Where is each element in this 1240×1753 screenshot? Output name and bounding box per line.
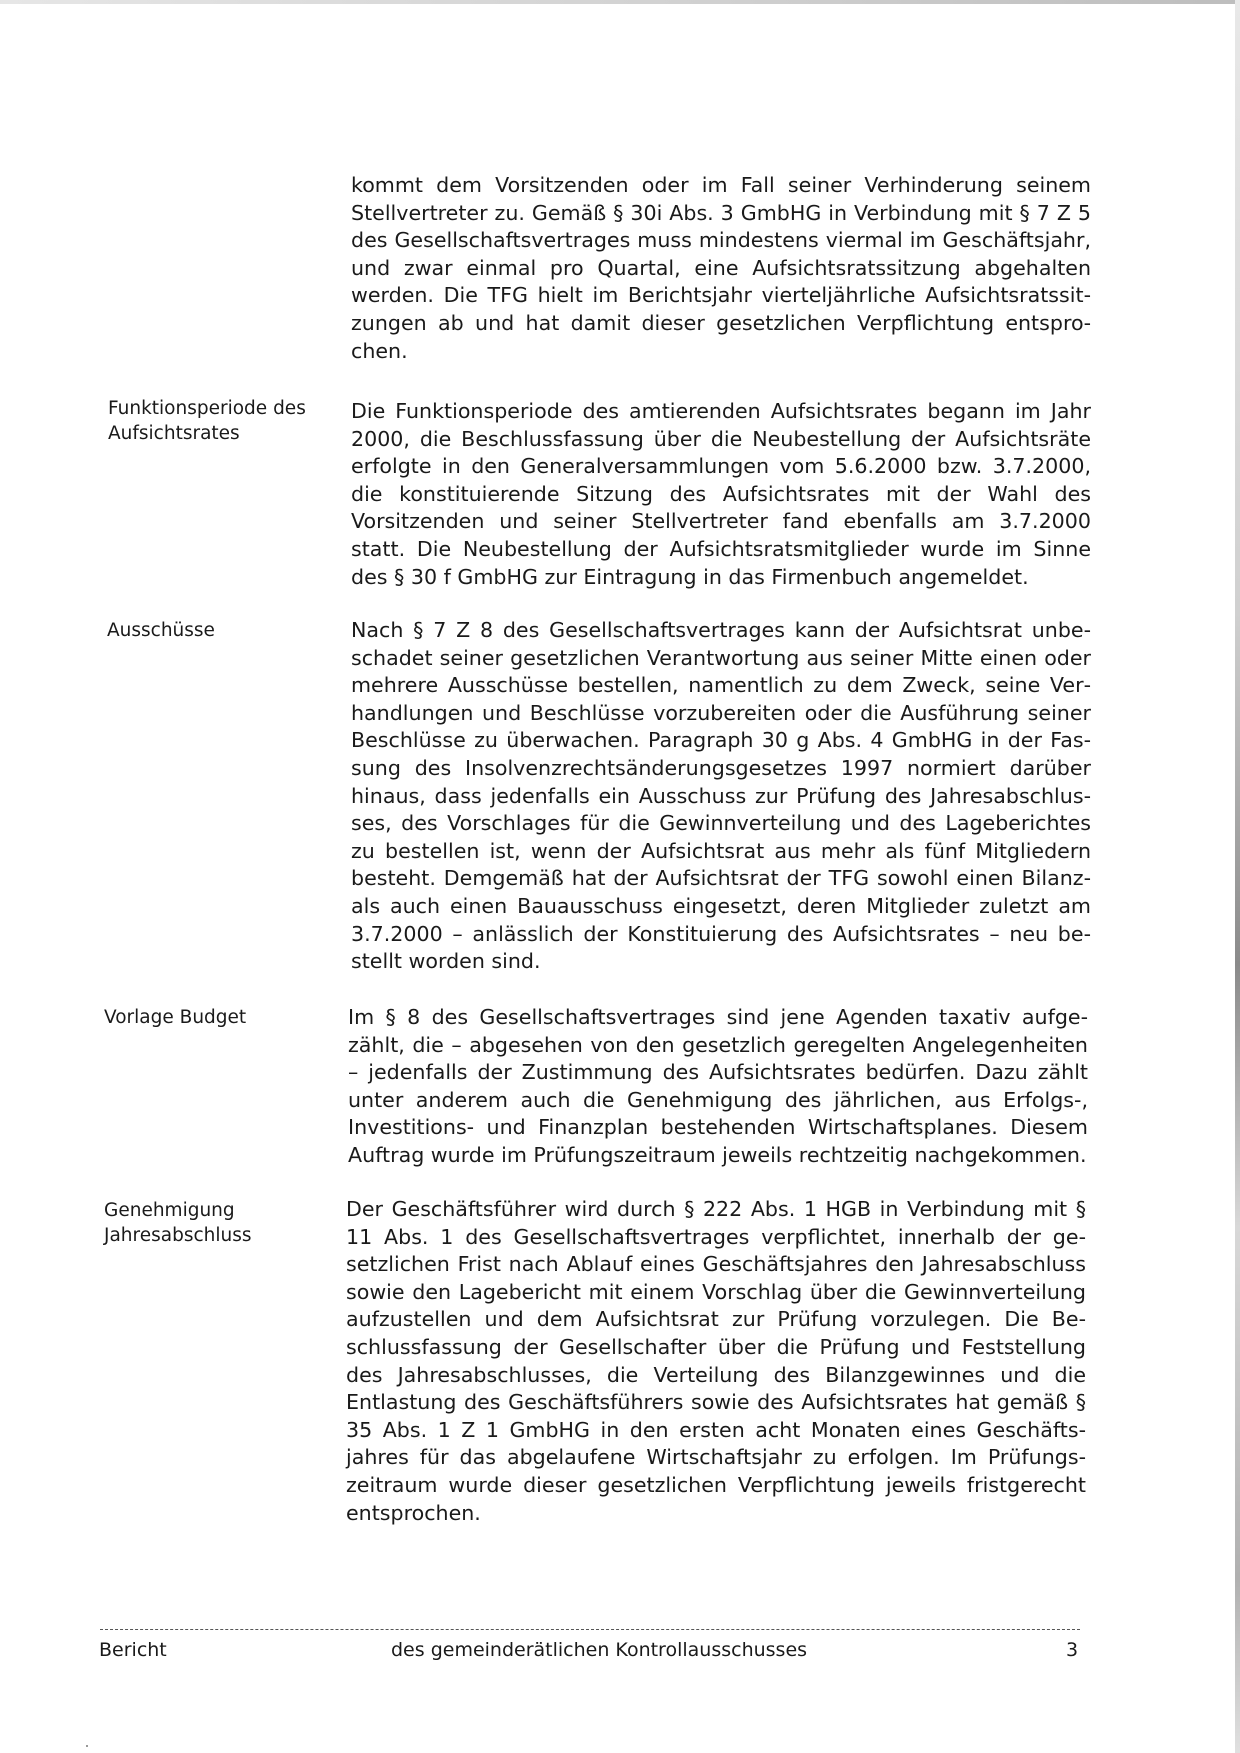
footer-left: Bericht — [99, 1639, 167, 1661]
paragraph-funktionsperiode: Die Funktionsperiode des amtierenden Aufsichtsrates begann im Jahr 2000, die Beschlussfassung über die Neubestellung der Aufsichtsräte erfolgte in den Generalversammlungen vom 5.6.2000 bzw. 3.7.2000, die konstituierende Sitzung des Aufsichtsrates mit der Wahl des Vorsitzenden und seiner Stellvertreter fand ebenfalls am 3.7.2000 statt. Die Neubestellung der Aufsichtsratsmitglieder wurde im Sinne des § 30 f GmbHG zur Eintragung in das Firmenbuch angemeldet. — [351, 399, 1091, 589]
footer-divider — [100, 1629, 1080, 1630]
scan-speck — [86, 1745, 88, 1747]
intro-paragraph: kommt dem Vorsitzenden oder im Fall seiner Verhinderung seinem Stellvertreter zu. Gemäß § 30i Abs. 3 GmbHG in Verbindung mit § 7 Z 5 des Gesellschaftsvertrages muss mindestens viermal im Geschäftsjahr, und zwar einmal pro Quartal, eine Aufsichtsratssitzung abgehalten werden. Die TFG hielt im Berichtsjahr vierteljährliche Aufsichtsratssitzungen ab und hat damit dieser gesetzlichen Verpflichtung entsprochen. — [351, 173, 1091, 363]
side-label-genehmigung-jahresabschluss: Genehmigung Jahresabschluss — [104, 1200, 252, 1246]
side-label-vorlage-budget: Vorlage Budget — [104, 1007, 247, 1028]
scan-edge-right — [1235, 0, 1240, 1753]
footer-page-number: 3 — [1066, 1639, 1079, 1661]
side-label-ausschuesse: Ausschüsse — [107, 620, 215, 641]
side-label-funktionsperiode: Funktionsperiode des Aufsichtsrates — [108, 398, 306, 444]
scan-edge-top — [0, 0, 1240, 4]
footer-center: des gemeinderätlichen Kontrollausschusses — [391, 1639, 808, 1661]
paragraph-vorlage-budget: Im § 8 des Gesellschaftsvertrages sind jene Agenden taxativ aufgezählt, die – abgesehen von den gesetzlich geregelten Angelegenheiten – jedenfalls der Zustimmung des Aufsichtsrates bedürfen. Dazu zählt unter anderem auch die Genehmigung des jährlichen, aus Erfolgs-, Investitions- und Finanzplan bestehenden Wirtschaftsplanes. Diesem Auftrag wurde im Prüfungszeitraum jeweils rechtzeitig nachgekommen. — [348, 1005, 1088, 1167]
paragraph-ausschuesse: Nach § 7 Z 8 des Gesellschaftsvertrages kann der Aufsichtsrat unbeschadet seiner gesetzlichen Verantwortung aus seiner Mitte einen oder mehrere Ausschüsse bestellen, namentlich zu dem Zweck, seine Verhandlungen und Beschlüsse vorzubereiten oder die Ausführung seiner Beschlüsse zu überwachen. Paragraph 30 g Abs. 4 GmbHG in der Fassung des Insolvenzrechtsänderungsgesetzes 1997 normiert darüber hinaus, dass jedenfalls ein Ausschuss zur Prüfung des Jahresabschlusses, des Vorschlages für die Gewinnverteilung und des Lageberichtes zu bestellen ist, wenn der Aufsichtsrat aus mehr als fünf Mitgliedern besteht. Demgemäß hat der Aufsichtsrat der TFG sowohl einen Bilanzals auch einen Bauausschuss eingesetzt, deren Mitglieder zuletzt am 3.7.2000 – anlässlich der Konstituierung des Aufsichtsrates – neu bestellt worden sind. — [351, 618, 1091, 974]
paragraph-genehmigung-jahresabschluss: Der Geschäftsführer wird durch § 222 Abs. 1 HGB in Verbindung mit § 11 Abs. 1 des Gesellschaftsvertrages verpflichtet, innerhalb der gesetzlichen Frist nach Ablauf eines Geschäftsjahres den Jahresabschluss sowie den Lagebericht mit einem Vorschlag über die Gewinnverteilung aufzustellen und dem Aufsichtsrat zur Prüfung vorzulegen. Die Beschlussfassung der Gesellschafter über die Prüfung und Feststellung des Jahresabschlusses, die Verteilung des Bilanzgewinnes und die Entlastung des Geschäftsführers sowie des Aufsichtsrates hat gemäß § 35 Abs. 1 Z 1 GmbHG in den ersten acht Monaten eines Geschäftsjahres für das abgelaufene Wirtschaftsjahr zu erfolgen. Im Prüfungszeitraum wurde dieser gesetzlichen Verpflichtung jeweils fristgerecht entsprochen. — [346, 1197, 1086, 1525]
